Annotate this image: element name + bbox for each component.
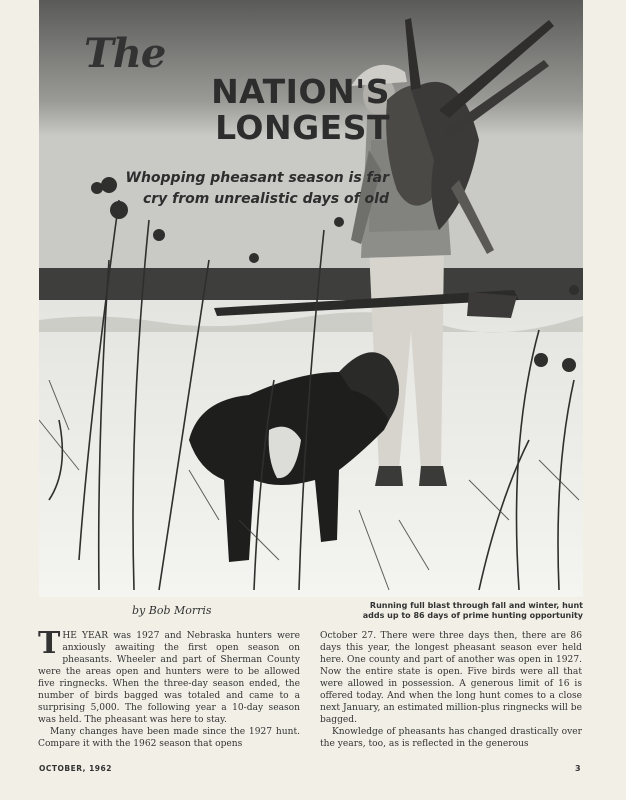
paragraph	[38, 626, 300, 726]
drop-cap: T	[38, 626, 61, 661]
paragraph-text: HE YEAR was 1927 and Nebraska hunters were anxiously awaiting the first open season on pheasants. Wheeler and part of Sherman County were the areas open and hunters were to be allowed five ringnecks. When the three-day season ended, the number of birds bagged was totaled and came to a surprising 5,000. The following year a 10-day season was held. The pheasant was here to stay.	[38, 631, 300, 725]
hunter-photo	[39, 0, 583, 597]
title-the: The	[84, 30, 166, 77]
page-number: 3	[575, 764, 581, 773]
byline: by Bob Morris	[132, 604, 212, 617]
paragraph: Many changes have been made since the 1927 hunt. Compare it with the 1962 season that opens	[38, 727, 300, 749]
article-column-left	[38, 626, 300, 750]
paragraph: Knowledge of pheasants has changed drastically over the years, too, as is reflected in the generous	[320, 727, 582, 749]
article-title: NATION'S LONGEST	[211, 72, 390, 147]
paragraph: October 27. There were three days then, there are 86 days this year, the longest pheasant season ever held here. One county and part of another was open in 1927. Now the entire state is open. Five birds were all that were allowed in possession. A generous limit of 16 is offered today. And when the long hunt comes to a close next January, an estimated million-plus ringnecks will be bagged.	[320, 631, 582, 725]
photo-caption: Running full blast through fall and winter, hunt adds up to 86 days of prime hunting opportunity	[362, 601, 583, 620]
article-column-right	[320, 630, 582, 750]
issue-date: OCTOBER, 1962	[39, 764, 112, 773]
article-subtitle: Whopping pheasant season is far cry from unrealistic days of old	[125, 170, 389, 207]
